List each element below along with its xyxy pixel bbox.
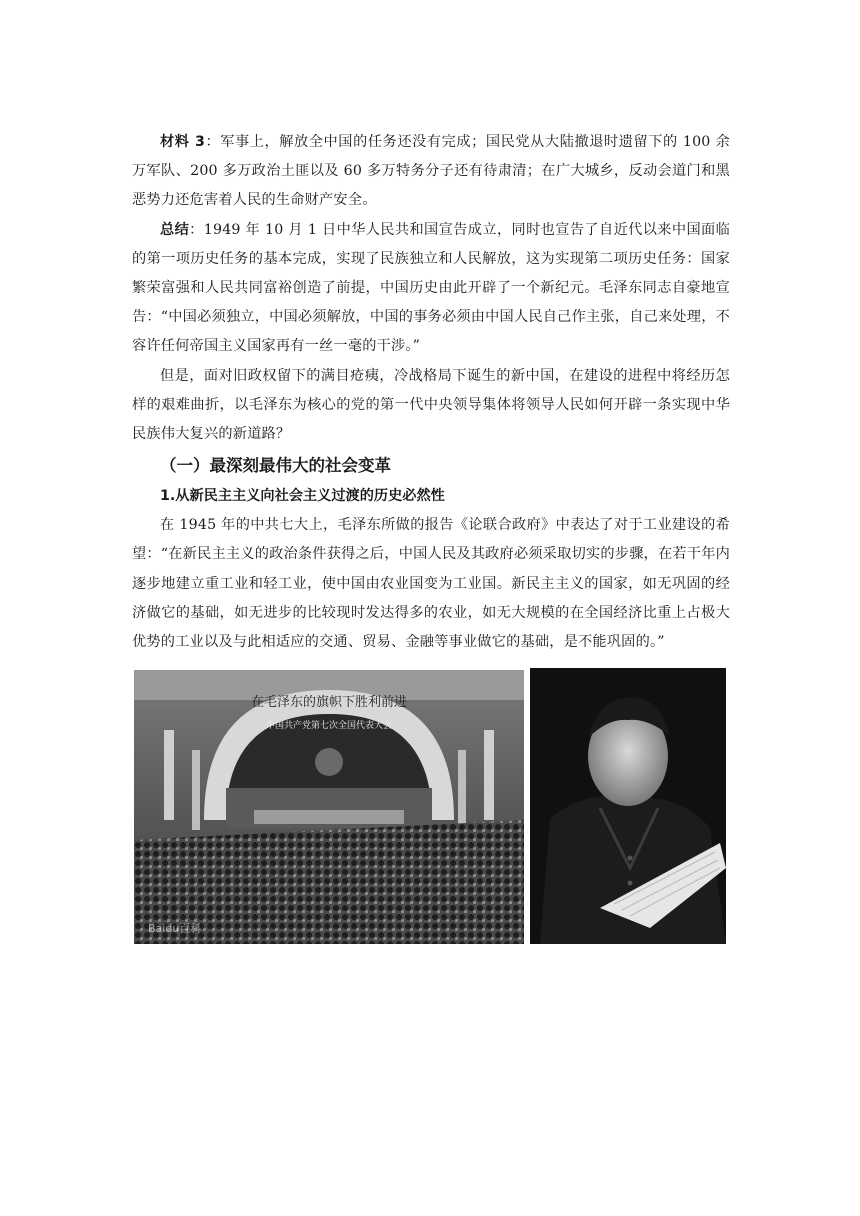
portrait-reading-photo (530, 668, 726, 944)
material-3-label: 材料 3 (160, 134, 206, 150)
subsection-heading: 1.从新民主主义向社会主义过渡的历史必然性 (160, 488, 445, 505)
congress-hall-image (134, 670, 524, 944)
summary-text: ：1949 年 10 月 1 日中华人民共和国宣告成立，同时也宣告了自近代以来中国面临的第一项历史任务的基本完成，实现了民族独立和人民解放，这为实现第二项历史任务：国家繁荣富强和人民共同富裕创造了前提，中国历史由此开辟了一个新纪元。毛泽东同志自豪地宣告：“中国必须独立，中国必须解放，中国的事务必须由中国人民自己作主张，自己来处理，不容许任何帝国主义国家再有一丝一毫的干涉。” (132, 221, 731, 355)
material-3-paragraph (132, 128, 730, 216)
summary-label: 总结 (160, 221, 190, 238)
question-paragraph: 但是，面对旧政权留下的满目疮痍，冷战格局下诞生的新中国，在建设的进程中将经历怎样的艰难曲折，以毛泽东为核心的党的第一代中央领导集体将领导人民如何开辟一条实现中华民族伟大复兴的新道路？ (132, 367, 730, 443)
congress-hall-photo (134, 670, 524, 944)
report-paragraph: 在 1945 年的中共七大上，毛泽东所做的报告《论联合政府》中表达了对于工业建设的希望：“在新民主主义的政治条件获得之后，中国人民及其政府必须采取切实的步骤，在若干年内逐步地建立重工业和轻工业，使中国由农业国变为工业国。新民主主义的国家，如无巩固的经济做它的基础，如无进步的比较现时发达得多的农业，如无大规模的在全国经济比重上占极大优势的工业以及与此相适应的交通、贸易、金融等事业做它的基础，是不能巩固的。” (132, 517, 730, 651)
section-heading: （一）最深刻最伟大的社会变革 (160, 456, 391, 476)
photo-watermark: Baidu百科 (148, 922, 202, 935)
document-body (132, 128, 730, 657)
material-3-text: ：军事上，解放全中国的任务还没有完成；国民党从大陆撤退时遗留下的 100 余万军队、200 多万政治土匪以及 60 多万特务分子还有待肃清；在广大城乡，反动会道门和黑恶势力还危害着人民的生命财产安全。 (132, 134, 730, 209)
portrait-image (530, 668, 726, 944)
summary-paragraph (132, 216, 730, 362)
congress-banner-text: 在毛泽东的旗帜下胜利前进 (250, 695, 408, 710)
congress-sign-text: 中国共产党第七次全国代表大会 (265, 721, 393, 731)
